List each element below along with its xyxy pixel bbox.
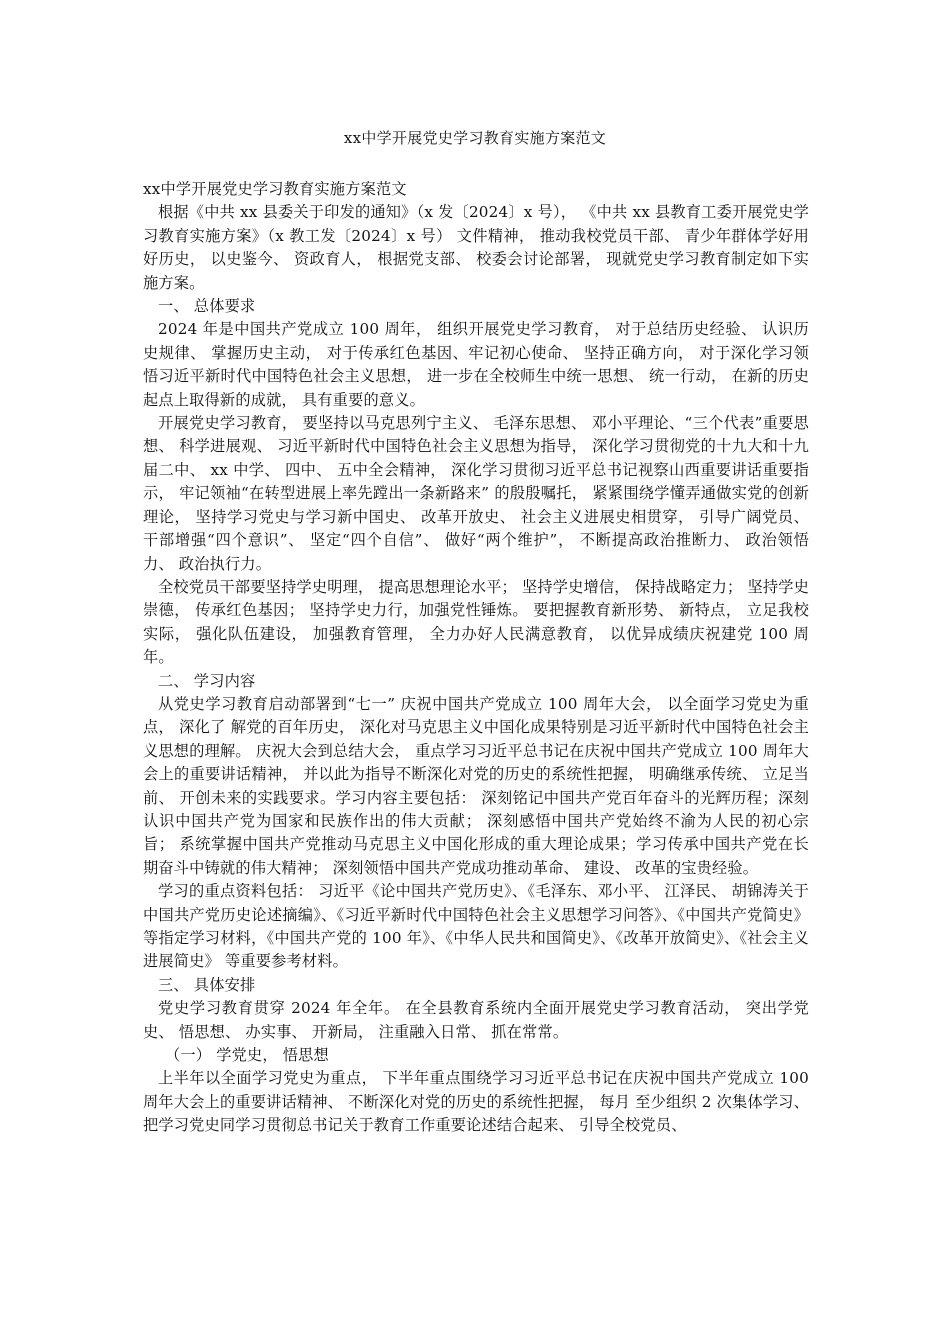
- section-heading-general-requirements: 一、 总体要求: [158, 297, 256, 316]
- paragraph: 从党史学习教育启动部署到“七一” 庆祝中国共产党成立 100 周年大会， 以全面学习党史为重点， 深化了 解党的百年历史， 深化对马克思主义中国化成果特别是习近平新时代中国特色社会主义思想的理解。 庆祝大会到总结大会， 重点学习习近平总书记在庆祝中国共产党成立 100 周年大会上的重要讲话精神， 并以此为指导不断深化对党的历史的系统性把握， 明确继承传统、 立足当前、 开创未来的实践要求。学习内容主要包括： 深刻铭记中国共产党百年奋斗的光辉历程；深刻认识中国共产党为国家和民族作出的伟大贡献； 深刻感悟中国共产党始终不渝为人民的初心宗旨； 系统掌握中国共产党推动马克思主义中国化形成的重大理论成果；学习传承中国共产党在长期奋斗中铸就的伟大精神； 深刻领悟中国共产党成功推动革命、 建设、 改革的宝贵经验。: [143, 694, 809, 877]
- document-subtitle: xx中学开展党史学习教育实施方案范文: [143, 180, 407, 198]
- section-heading-arrangements: 三、 具体安排: [158, 975, 256, 994]
- paragraph: 学习的重点资料包括： 习近平《论中国共产党历史》、《毛泽东、邓小平、 江泽民、 胡锦涛关于中国共产党历史论述摘编》、《习近平新时代中国特色社会主义思想学习问答》、《中国共产党简史》 等指定学习材料，《中国共产党的 100 年》、《中华人民共和国简史》、《改革开放简史》、《社会主义进展简史》 等重要参考材料。: [143, 882, 809, 971]
- paragraph: 党史学习教育贯穿 2024 年全年。 在全县教育系统内全面开展党史学习教育活动， 突出学党史、 悟思想、 办实事、 开新局， 注重融入日常、 抓在常常。: [143, 999, 809, 1041]
- paragraph: 全校党员干部要坚持学史明理， 提高思想理论水平； 坚持学史增信， 保持战略定力； 坚持学史崇德， 传承红色基因； 坚持学史力行，加强党性锤炼。 要把握教育新形势、 新特点， 立足我校实际， 强化队伍建设， 加强教育管理， 全力办好人民满意教育， 以优异成绩庆祝建党 100 周年。: [143, 577, 809, 667]
- paragraph-intro: 根据《中共 xx 县委关于印发的通知》（x 发〔2024〕x 号）， 《中共 xx 县教育工委开展党史学习教育实施方案》（x 教工发〔2024〕x 号） 文件精神， 推动我校党员干部、 青少年群体学好用好历史， 以史鉴今、 资政育人， 根据党支部、 校委会讨论部署， 现就党史学习教育制定如下实施方案。: [143, 203, 809, 292]
- paragraph: 2024 年是中国共产党成立 100 周年， 组织开展党史学习教育， 对于总结历史经验、 认识历史规律、 掌握历史主动， 对于传承红色基因、牢记初心使命、 坚持正确方向， 对于深化学习领悟习近平新时代中国特色社会主义思想， 进一步在全校师生中统一思想、 统一行动， 在新的历史起点上取得新的成就， 具有重要的意义。: [143, 320, 809, 409]
- paragraph: 上半年以全面学习党史为重点， 下半年重点围绕学习习近平总书记在庆祝中国共产党成立 100 周年大会上的重要讲话精神、 不断深化对党的历史的系统性把握， 每月 至少组织 2 次集体学习、 把学习党史同学习贯彻总书记关于教育工作重要论述结合起来、 引导全校党员、: [143, 1069, 809, 1135]
- document-body: [143, 178, 809, 1138]
- paragraph: 开展党史学习教育， 要坚持以马克思列宁主义、 毛泽东思想、 邓小平理论、“三个代表”重要思想、 科学进展观、 习近平新时代中国特色社会主义思想为指导， 深化学习贯彻党的十九大和十九届二中、 xx 中学、 四中、 五中全会精神， 深化学习贯彻习近平总书记视察山西重要讲话重要指示， 牢记领袖“在转型进展上率先蹚出一条新路来” 的殷殷嘱托， 紧紧围绕学懂弄通做实党的创新理论， 坚持学习党史与学习新中国史、 改革开放史、 社会主义进展史相贯穿， 引导广阔党员、干部增强“四个意识”、 坚定“四个自信”、 做好“两个维护”， 不断提高政治推断力、 政治领悟力、 政治执行力。: [143, 414, 809, 573]
- subsection-heading-study-history: （一） 学党史， 悟思想: [165, 1046, 329, 1065]
- section-heading-study-content: 二、 学习内容: [158, 671, 256, 690]
- document-title: xx中学开展党史学习教育实施方案范文: [343, 129, 607, 147]
